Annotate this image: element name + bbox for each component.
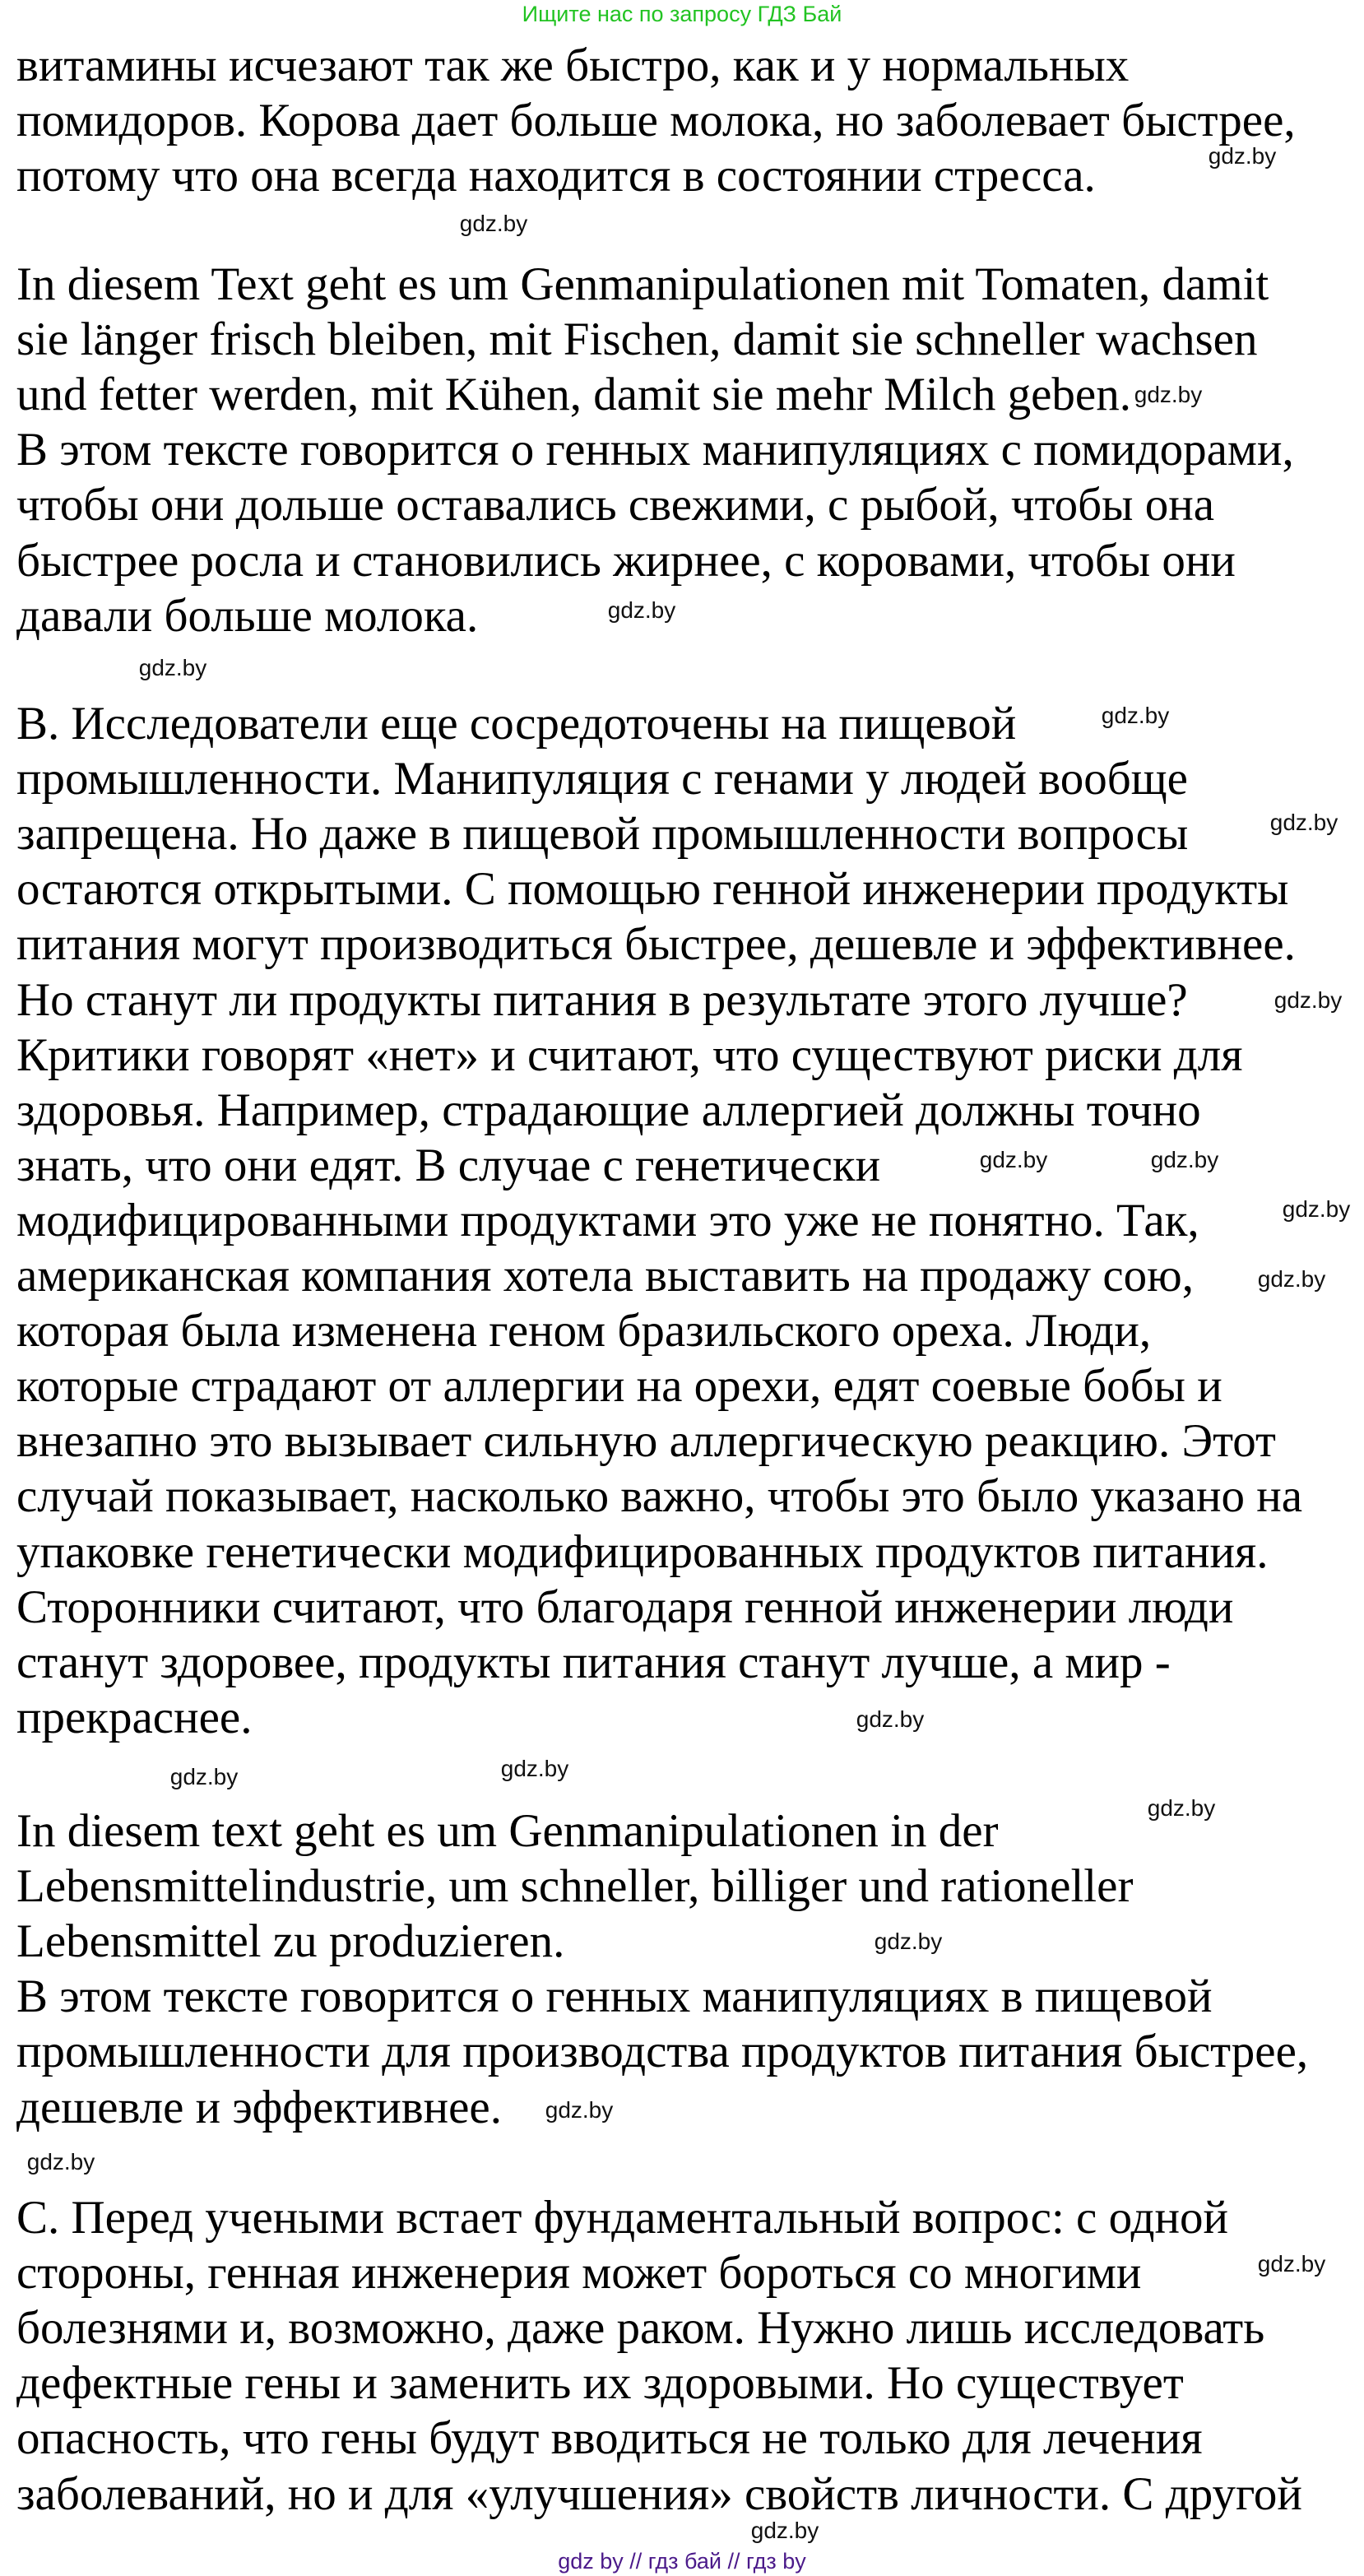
- text-line: случай показывает, насколько важно, чтобы это было указано на: [16, 1470, 1303, 1523]
- text-line: давали больше молока.: [16, 589, 479, 642]
- text-line: Lebensmittel zu produzieren.: [16, 1915, 565, 1968]
- search-hint-banner: Ищите нас по запросу ГДЗ Бай: [522, 2, 842, 26]
- text-line: C. Перед учеными встает фундаментальный вопрос: с одной: [16, 2192, 1228, 2244]
- text-line: промышленности для производства продуктов питания быстрее,: [16, 2026, 1309, 2078]
- text-line: дешевле и эффективнее.: [16, 2081, 502, 2133]
- text-line: знать, что они едят. В случае с генетически: [16, 1139, 881, 1191]
- text-line: быстрее росла и становились жирнее, с коровами, чтобы они: [16, 534, 1236, 587]
- text-line: упаковке генетически модифицированных продуктов питания.: [16, 1525, 1269, 1578]
- footer-links: gdz by // гдз бай // гдз by: [558, 2549, 806, 2574]
- text-line: В этом тексте говорится о генных манипуляциях в пищевой: [16, 1970, 1213, 2023]
- text-line: модифицированными продуктами это уже не понятно. Так,: [16, 1194, 1199, 1246]
- text-line: Критики говорят «нет» и считают, что существуют риски для: [16, 1028, 1243, 1081]
- text-line: B. Исследователи еще сосредоточены на пищевой: [16, 698, 1017, 750]
- text-line: В этом тексте говорится о генных манипуляциях с помидорами,: [16, 424, 1294, 476]
- text-line: потому что она всегда находится в состоянии стресса.: [16, 150, 1096, 202]
- watermark: gdz.by: [545, 2097, 614, 2123]
- watermark: gdz.by: [1150, 1147, 1219, 1172]
- text-line: запрещена. Но даже в пищевой промышленности вопросы: [16, 808, 1189, 861]
- watermark: gdz.by: [1257, 1266, 1326, 1292]
- watermark: gdz.by: [750, 2518, 819, 2543]
- text-line: опасность, что гены будут вводиться не только для лечения: [16, 2412, 1203, 2465]
- text-line: которая была изменена геном бразильского ореха. Люди,: [16, 1305, 1152, 1358]
- text-line: болезнями и, возможно, даже раком. Нужно лишь исследовать: [16, 2302, 1265, 2355]
- text-line: американская компания хотела выставить на продажу сою,: [16, 1250, 1195, 1302]
- text-line: sie länger frisch bleiben, mit Fischen, damit sie schneller wachsen: [16, 313, 1258, 366]
- watermark: gdz.by: [26, 2149, 95, 2175]
- text-line: питания могут производиться быстрее, дешевле и эффективнее.: [16, 918, 1296, 971]
- text-line: Lebensmittelindustrie, um schneller, billiger und rationeller: [16, 1860, 1134, 1913]
- text-line: витамины исчезают так же быстро, как и у нормальных: [16, 39, 1130, 91]
- watermark: gdz.by: [1208, 143, 1277, 169]
- watermark: gdz.by: [500, 1756, 569, 1781]
- text-line: In diesem Text geht es um Genmanipulationen mit Tomaten, damit: [16, 258, 1269, 310]
- watermark: gdz.by: [856, 1706, 925, 1732]
- text-line: дефектные гены и заменить их здоровыми. Но существует: [16, 2357, 1184, 2410]
- text-line: In diesem text geht es um Genmanipulationen in der: [16, 1805, 999, 1857]
- text-line: und fetter werden, mit Kühen, damit sie mehr Milch geben.: [16, 369, 1131, 421]
- watermark: gdz.by: [459, 211, 528, 236]
- watermark: gdz.by: [1134, 382, 1203, 407]
- watermark: gdz.by: [1257, 2251, 1326, 2277]
- text-line: стороны, генная инженерия может бороться со многими: [16, 2247, 1142, 2300]
- watermark: gdz.by: [1101, 703, 1170, 728]
- text-line: Но станут ли продукты питания в результате этого лучше?: [16, 973, 1188, 1026]
- text-line: Сторонники считают, что благодаря генной инженерии люди: [16, 1580, 1234, 1633]
- watermark: gdz.by: [874, 1929, 943, 1954]
- text-line: станут здоровее, продукты питания станут лучше, а мир -: [16, 1636, 1171, 1688]
- watermark: gdz.by: [1282, 1196, 1351, 1222]
- text-line: чтобы они дольше оставались свежими, с рыбой, чтобы она: [16, 479, 1215, 531]
- watermark: gdz.by: [607, 597, 676, 623]
- watermark: gdz.by: [979, 1147, 1048, 1172]
- watermark: gdz.by: [1269, 810, 1338, 835]
- text-line: прекраснее.: [16, 1691, 253, 1743]
- text-line: здоровья. Например, страдающие аллергией должны точно: [16, 1084, 1201, 1136]
- text-line: промышленности. Манипуляция с генами у людей вообще: [16, 753, 1188, 805]
- watermark: gdz.by: [138, 655, 207, 680]
- text-line: заболеваний, но и для «улучшения» свойств личности. С другой: [16, 2467, 1302, 2520]
- text-line: помидоров. Корова дает больше молока, но заболевает быстрее,: [16, 95, 1296, 147]
- text-line: которые страдают от аллергии на орехи, едят соевые бобы и: [16, 1360, 1222, 1413]
- watermark: gdz.by: [1274, 987, 1343, 1013]
- watermark: gdz.by: [1147, 1795, 1216, 1821]
- watermark: gdz.by: [169, 1764, 239, 1789]
- text-line: остаются открытыми. С помощью генной инженерии продукты: [16, 863, 1289, 916]
- text-line: внезапно это вызывает сильную аллергическую реакцию. Этот: [16, 1415, 1276, 1468]
